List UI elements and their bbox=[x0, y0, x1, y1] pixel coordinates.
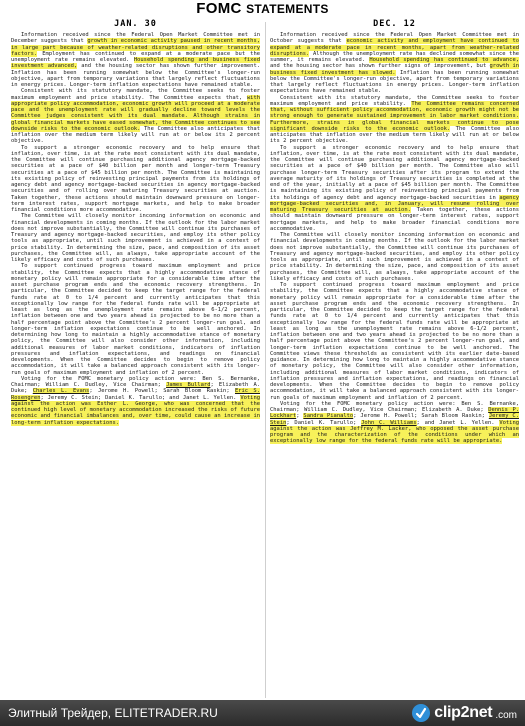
paragraph-text: ; Jerome H. Powell; Sarah Bloom Raskin; bbox=[89, 388, 235, 395]
paragraph-text: and the housing sector has shown further signs of improvement, but bbox=[270, 63, 490, 70]
paragraph-text: To support continued progress toward maximum employment and price stability, the Committee expects that a highly accommodative stance of monetary policy will remain appropriate for a considerable time after the asset purchase program ends and the economic recovery strengthens. In particular, the Committee decided to keep the target range for the federal funds rate at 0 to 1/4 percent and currently anticipates that this exceptionally low range for the federal funds rate will be appropriate at least as long as the unemployment rate remains above 6-1/2 percent, inflation between one and two years ahead is projected to be no more than a half percentage point above the Committee's 2 percent longer-run goal, and longer-term inflation expectations continue to be well anchored. The Committee views these thresholds as consistent with its earlier date-based guidance. In determining how long to maintain a highly accommodative stance of monetary policy, the Committee will also consider other information, including additional measures of labor market conditions, indicators of inflation pressures and inflation expectations, and readings on financial developments. When the Committee decides to begin to remove policy accommodation, it will take a balanced approach consistent with its longer-run goals of maximum employment and inflation of 2 percent. bbox=[270, 282, 519, 401]
highlighted-text: growth in economic activity paused in recent months, in large part because of weather-related disruptions and other transitory factors. bbox=[11, 38, 260, 57]
page-title bbox=[0, 0, 525, 18]
source-caption: Элитный Трейдер, ELITETRADER.RU bbox=[8, 706, 218, 720]
paragraph-text: The Committee will closely monitor incoming information on economic and financial developments in coming months. If the outlook for the labor market does not improve substantially, the Committee will continue its purchases of Treasury and agency mortgage-backed securities, and employ its other policy tools as appropriate, until such improvement is achieved in a context of price stability. In determining the size, pace, and composition of its asset purchases, the Committee will, as always, take appropriate account of the likely efficacy and costs of such purchases. bbox=[11, 213, 260, 263]
logo-word: clip2net bbox=[434, 704, 493, 721]
paragraph-text: The Committee will closely monitor incoming information on economic and financial developments in coming months. If the outlook for the labor market does not improve substantially, the Committee will continue its purchases of Treasury and agency mortgage-backed securities, and employ its other policy tools as appropriate, until such improvement is achieved in a context of price stability. In determining the size, pace, and composition of its asset purchases, the Committee will, as always, take appropriate account of the likely efficacy and costs of such purchases. bbox=[270, 232, 519, 282]
highlighted-text: Household spending has continued to advance, bbox=[369, 57, 519, 63]
statement-paragraph bbox=[11, 376, 260, 426]
highlighted-voter-name: Eric S. Rosengren bbox=[11, 388, 260, 401]
paragraph-text: ; bbox=[296, 413, 304, 420]
paragraph-text: To support a stronger economic recovery and to help ensure that inflation, over time, is at the rate most consistent with its dual mandate, the Committee will continue purchasing additional agency mortgage-backed securities at a pace of $40 billion per month and longer-term Treasury securities at a pace of $45 billion per month. The Committee is maintaining its existing policy of reinvesting principal payments from its holdings of agency debt and agency mortgage-backed securities in agency mortgage-backed securities and of rolling over maturing Treasury securities at auction. Taken together, these actions should maintain downward pressure on longer-term interest rates, support mortgage markets, and help to make broader financial conditions more accommodative. bbox=[11, 144, 260, 213]
highlighted-voter-name: Jeremy C. Stein bbox=[270, 413, 519, 426]
paragraph-text: Inflation has been running somewhat below the Committee's longer-run objective, apart from temporary variations that largely reflect fluctuations in energy prices. Longer-term inflation expectations have remained stable. bbox=[270, 69, 519, 95]
paragraph-text: ; and Janet L. Yellen. bbox=[416, 419, 500, 426]
paragraph-text: ; Jerome H. Powell; Sarah Bloom Raskin; bbox=[353, 413, 489, 420]
statement-paragraph bbox=[270, 232, 519, 282]
clip2net-logo bbox=[411, 703, 517, 723]
paragraph-text: ; Jeremy C. Stein; Daniel K. Tarullo; and Janet L. Yellen. bbox=[40, 394, 241, 401]
highlighted-text: growth in business fixed investment has slowed. bbox=[270, 63, 519, 76]
paragraph-text: ; Elizabeth A. Duke; bbox=[11, 382, 260, 395]
title-fomc: FOMC bbox=[196, 0, 242, 17]
paragraph-text: ; Daniel K. Tarullo; bbox=[286, 419, 362, 426]
paragraph-text: Consistent with its statutory mandate, the Committee seeks to foster maximum employment and price stability. bbox=[270, 94, 519, 107]
paragraph-text: Taken together, these actions should maintain downward pressure on longer-term interest rates, support mortgage markets, and help to make broader financial conditions more accommodative. bbox=[270, 207, 519, 232]
statement-paragraph bbox=[270, 32, 519, 95]
highlighted-voter-name: Dennis P. Lockhart bbox=[270, 407, 519, 420]
highlighted-voter-name: Sandra Pianalto bbox=[303, 413, 354, 420]
paragraph-text: Voting for the FOMC monetary policy action were: Ben S. Bernanke, Chairman; William C. Dudley, Vice Chairman; Elizabeth A. Duke; bbox=[270, 400, 519, 413]
paragraph-text: Employment has continued to expand at a moderate pace but the unemployment rate remains elevated. bbox=[11, 50, 260, 63]
paragraph-text: Consistent with its statutory mandate, the Committee seeks to foster maximum employment and price stability. The Committee expects that, bbox=[11, 88, 260, 101]
statement-paragraph bbox=[11, 32, 260, 88]
paragraph-text: To support a stronger economic recovery and to help ensure that inflation, over time, is at the rate most consistent with its dual mandate, the Committee will continue purchasing additional agency mortgage-backed securities at a pace of $40 billion per month. The Committee also will purchase longer-term Treasury securities after its program to extend the average maturity of its holdings of Treasury securities is completed at the end of the year, initially at a pace of $45 billion per month. The Committee is maintaining its existing policy of reinvesting principal payments from its holdings of agency debt and agency mortgage-backed securities in bbox=[270, 144, 519, 201]
highlighted-text: Voting against the action was Esther L. George, who was concerned that the continued high level of monetary accommodation increased the risks of future economic and financial imbalances and, over time, could cause an increase in long-term inflation expectations. bbox=[11, 394, 260, 426]
highlighted-voter-name: John C. Williams bbox=[361, 419, 417, 426]
highlighted-text: agency mortgage-backed securities and, in January, will resume rolling over maturing Treasury securities at auction. bbox=[270, 194, 519, 213]
paragraph-text: Information received since the Federal Open Market Committee met in December suggests that bbox=[11, 32, 260, 45]
statement-column-january bbox=[11, 19, 260, 699]
paragraph-text: The Committee also anticipates that inflation over the medium term likely will run at or below its 2 percent objective. bbox=[270, 125, 519, 145]
clip-icon bbox=[411, 703, 431, 723]
highlighted-text: economic activity and employment have continued to expand at a moderate pace in recent months, apart from weather-related disruptions. bbox=[270, 38, 519, 57]
column-divider bbox=[265, 22, 266, 698]
title-statements: STATEMENTS bbox=[246, 2, 329, 16]
statement-paragraph bbox=[270, 145, 519, 233]
paragraph-text: To support continued progress toward maximum employment and price stability, the Committee expects that a highly accommodative stance of monetary policy will remain appropriate for a considerable time after the asset purchase program ends and the economic recovery strengthens. In particular, the Committee decided to keep the target range for the federal funds rate at 0 to 1/4 percent and currently anticipates that this exceptionally low range for the federal funds rate will be appropriate at least as long as the unemployment rate remains above 6-1/2 percent, inflation between one and two years ahead is projected to be no more than a half percentage point above the Committee's 2 percent longer-run goal, and longer-term inflation expectations continue to be well anchored. In determining how long to maintain a highly accommodative stance of monetary policy, the Committee will also consider other information, including additional measures of labor market conditions, indicators of inflation pressures and inflation expectations, and readings on financial developments. When the Committee decides to begin to remove policy accommodation, it will take a balanced approach consistent with its longer-run goals of maximum employment and inflation of 2 percent. bbox=[11, 263, 260, 376]
statement-paragraph bbox=[270, 401, 519, 445]
paragraph-text: and the housing sector has shown further improvement. Inflation has been running somewhat below the Committee's longer-run objective, apart from temporary variations that largely reflect fluctuations in energy prices. Longer-term inflation expectations have remained stable. bbox=[11, 63, 260, 88]
watermark-bar bbox=[0, 700, 525, 726]
paragraph-text: Information received since the Federal Open Market Committee met in October suggests that bbox=[270, 32, 519, 45]
highlighted-voter-name: Charles L. Evans bbox=[32, 388, 90, 395]
column-date: JAN. 30 bbox=[114, 19, 157, 29]
highlighted-text: Voting against the action was Jeffrey M. Lacker, who opposed the asset purchase program and the characterization of the conditions under which an exceptionally low range for the federal funds rate will be appropriate. bbox=[270, 419, 519, 445]
paragraph-text: The Committee also anticipates that inflation over the medium term likely will run at or below its 2 percent objective. bbox=[11, 125, 260, 145]
highlighted-text: with appropriate policy accommodation, economic growth will proceed at a moderate pace and the unemployment rate will gradually decline toward levels the Committee judges consistent with its dual mandate. Although strains in global financial markets have eased somewhat, the Committee continues to see downside risks to the economic outlook. bbox=[11, 94, 260, 132]
statement-paragraph bbox=[11, 88, 260, 144]
paragraph-text: Voting for the FOMC monetary policy action were: Ben S. Bernanke, Chairman; William C. Dudley, Vice Chairman; bbox=[11, 375, 260, 388]
statement-paragraph bbox=[11, 263, 260, 376]
statement-paragraph bbox=[11, 213, 260, 263]
highlighted-text: Household spending and business fixed investment advanced, bbox=[11, 57, 260, 70]
logo-tld: .com bbox=[495, 710, 517, 721]
paragraph-text: Although the unemployment rate has declined somewhat since the summer, it remains elevated. bbox=[270, 50, 519, 63]
column-date: DEC. 12 bbox=[373, 19, 416, 29]
statement-column-december bbox=[270, 19, 519, 699]
statement-paragraph bbox=[11, 145, 260, 214]
highlighted-text: The Committee remains concerned that, without sufficient policy accommodation, economic growth might not be strong enough to generate sustained improvement in labor market conditions. Furthermore, strains in global financial markets continue to pose significant downside risks to the economic outlook. bbox=[270, 100, 519, 132]
statement-paragraph bbox=[270, 95, 519, 145]
highlighted-voter-name: James Bullard bbox=[166, 382, 211, 388]
statement-paragraph bbox=[270, 282, 519, 401]
